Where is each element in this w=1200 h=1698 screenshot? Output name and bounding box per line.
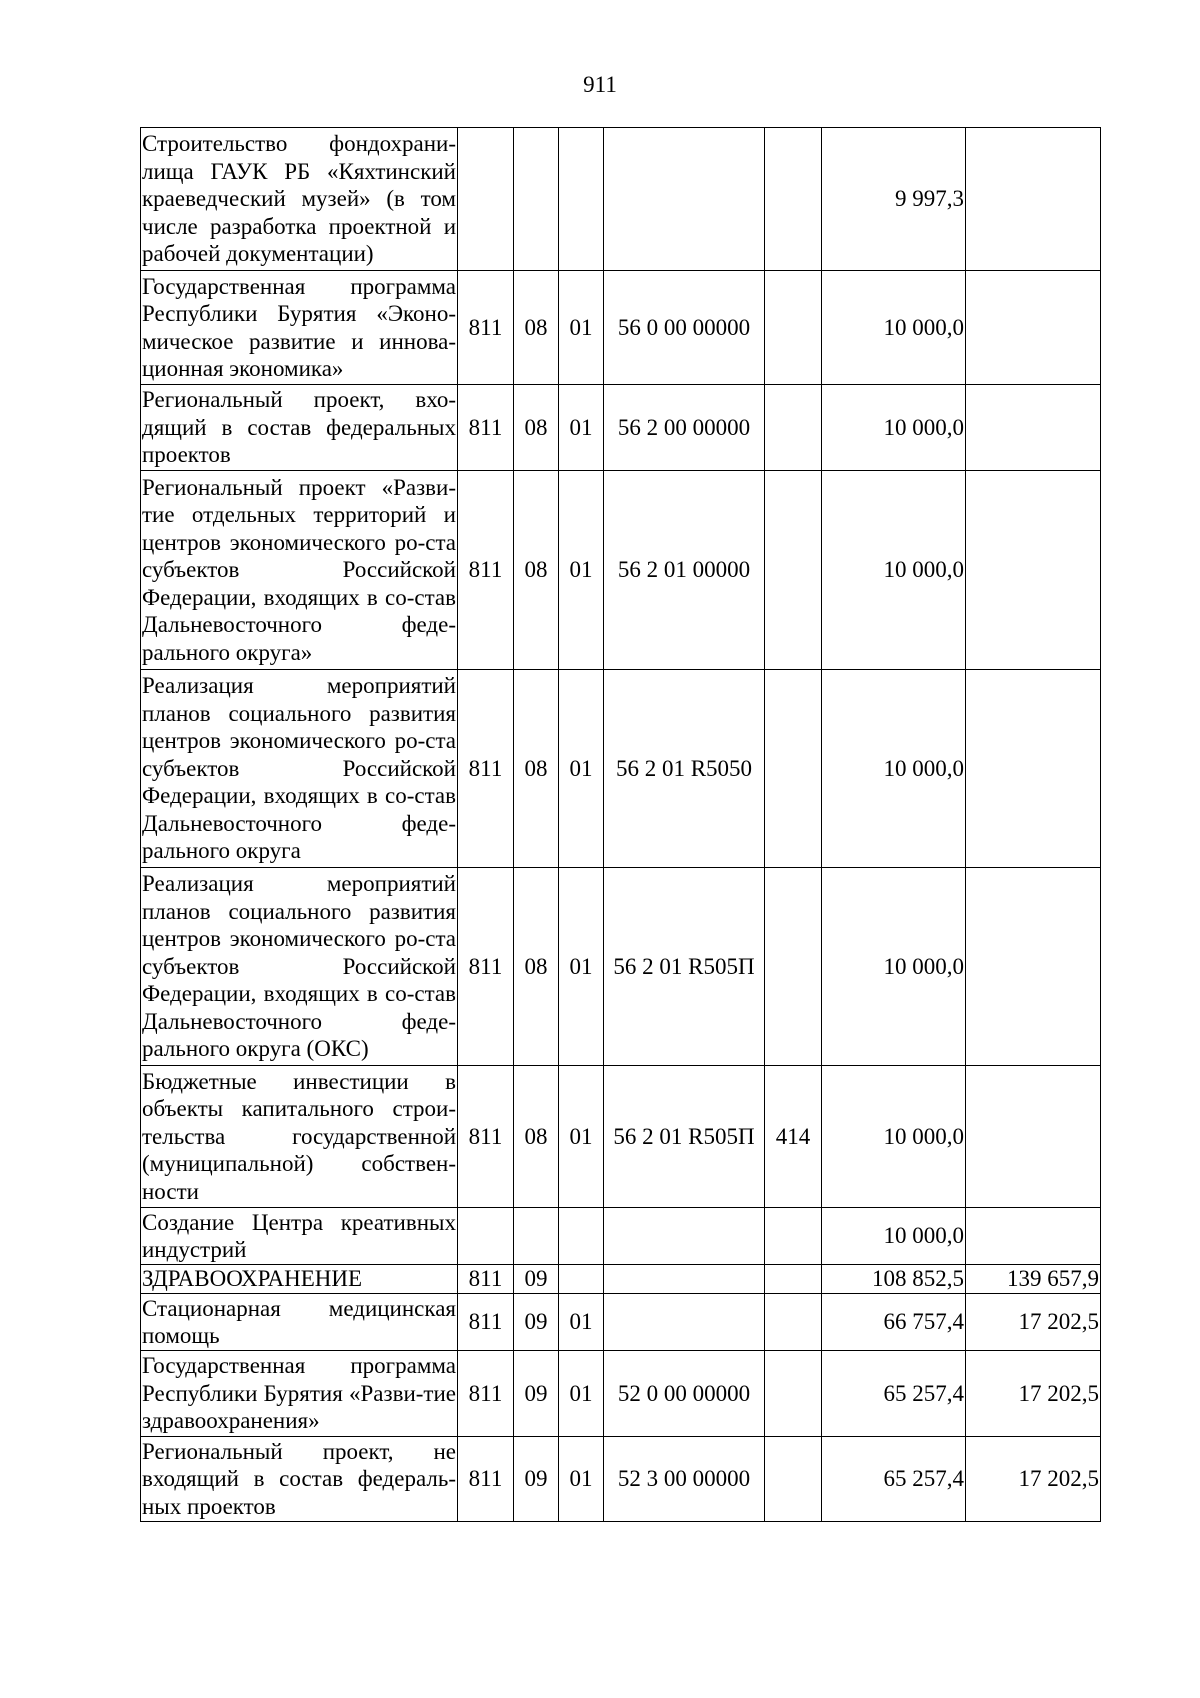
subsection-code: 01 bbox=[559, 385, 604, 471]
row-name: Региональный проект, вхо-дящий в состав федеральных проектов bbox=[141, 385, 458, 471]
grbs-code: 811 bbox=[458, 271, 514, 385]
table-row bbox=[141, 1208, 1101, 1265]
amount-year1: 65 257,4 bbox=[822, 1437, 966, 1522]
row-name: Государственная программа Республики Бурятия «Эконо-мическое развитие и иннова-ционная экономика» bbox=[141, 271, 458, 385]
table-row bbox=[141, 271, 1101, 385]
subsection-code: 01 bbox=[559, 1066, 604, 1208]
amount-year1: 10 000,0 bbox=[822, 271, 966, 385]
table-row bbox=[141, 670, 1101, 868]
grbs-code: 811 bbox=[458, 868, 514, 1066]
amount-year2: 17 202,5 bbox=[966, 1437, 1101, 1522]
table-row bbox=[141, 471, 1101, 670]
row-name: Реализация мероприятий планов социального развития центров экономического ро-ста субъектов Российской Федерации, входящих в со-став Дальневосточного феде-рального округа bbox=[141, 670, 458, 868]
section-code bbox=[514, 1208, 559, 1265]
amount-year1: 10 000,0 bbox=[822, 1208, 966, 1265]
subsection-code bbox=[559, 1265, 604, 1294]
subsection-code: 01 bbox=[559, 1437, 604, 1522]
row-name: Создание Центра креативных индустрий bbox=[141, 1208, 458, 1265]
subsection-code: 01 bbox=[559, 1351, 604, 1437]
subsection-code: 01 bbox=[559, 271, 604, 385]
section-code: 08 bbox=[514, 670, 559, 868]
budget-table bbox=[140, 127, 1101, 1522]
subsection-code bbox=[559, 128, 604, 271]
amount-year1: 10 000,0 bbox=[822, 1066, 966, 1208]
target-article-code: 52 3 00 00000 bbox=[604, 1437, 765, 1522]
expense-type-code bbox=[765, 1437, 822, 1522]
amount-year1: 10 000,0 bbox=[822, 670, 966, 868]
amount-year2 bbox=[966, 385, 1101, 471]
target-article-code bbox=[604, 1208, 765, 1265]
section-code: 09 bbox=[514, 1265, 559, 1294]
amount-year2: 139 657,9 bbox=[966, 1265, 1101, 1294]
amount-year2: 17 202,5 bbox=[966, 1294, 1101, 1351]
page-number: 911 bbox=[583, 72, 617, 97]
table-row bbox=[141, 1351, 1101, 1437]
section-code: 08 bbox=[514, 271, 559, 385]
target-article-code: 56 2 00 00000 bbox=[604, 385, 765, 471]
row-name: Строительство фондохрани-лища ГАУК РБ «Кяхтинский краеведческий музей» (в том числе разработка проектной и рабочей документации) bbox=[141, 128, 458, 271]
expense-type-code bbox=[765, 868, 822, 1066]
section-code: 08 bbox=[514, 471, 559, 670]
grbs-code: 811 bbox=[458, 670, 514, 868]
amount-year2 bbox=[966, 471, 1101, 670]
section-code: 09 bbox=[514, 1294, 559, 1351]
expense-type-code bbox=[765, 1208, 822, 1265]
grbs-code: 811 bbox=[458, 1294, 514, 1351]
amount-year2 bbox=[966, 271, 1101, 385]
section-code: 09 bbox=[514, 1351, 559, 1437]
amount-year2 bbox=[966, 1208, 1101, 1265]
subsection-code: 01 bbox=[559, 471, 604, 670]
row-name: Стационарная медицинская помощь bbox=[141, 1294, 458, 1351]
amount-year1: 10 000,0 bbox=[822, 868, 966, 1066]
expense-type-code bbox=[765, 385, 822, 471]
table-row bbox=[141, 1265, 1101, 1294]
grbs-code: 811 bbox=[458, 1351, 514, 1437]
grbs-code: 811 bbox=[458, 1265, 514, 1294]
target-article-code bbox=[604, 1265, 765, 1294]
amount-year1: 10 000,0 bbox=[822, 385, 966, 471]
expense-type-code bbox=[765, 471, 822, 670]
row-name: Реализация мероприятий планов социального развития центров экономического ро-ста субъектов Российской Федерации, входящих в со-став Дальневосточного феде-рального округа (ОКС) bbox=[141, 868, 458, 1066]
expense-type-code bbox=[765, 670, 822, 868]
grbs-code: 811 bbox=[458, 385, 514, 471]
table-row bbox=[141, 128, 1101, 271]
target-article-code: 52 0 00 00000 bbox=[604, 1351, 765, 1437]
target-article-code: 56 2 01 00000 bbox=[604, 471, 765, 670]
section-code: 08 bbox=[514, 385, 559, 471]
grbs-code bbox=[458, 128, 514, 271]
section-code bbox=[514, 128, 559, 271]
amount-year1: 9 997,3 bbox=[822, 128, 966, 271]
target-article-code bbox=[604, 128, 765, 271]
target-article-code: 56 2 01 R505П bbox=[604, 1066, 765, 1208]
grbs-code: 811 bbox=[458, 471, 514, 670]
row-name: Государственная программа Республики Бурятия «Разви-тие здравоохранения» bbox=[141, 1351, 458, 1437]
row-name: Региональный проект «Разви-тие отдельных территорий и центров экономического ро-ста субъектов Российской Федерации, входящих в со-став Дальневосточного феде-рального округа» bbox=[141, 471, 458, 670]
row-name: Бюджетные инвестиции в объекты капитального строи-тельства государственной (муниципальной) собствен-ности bbox=[141, 1066, 458, 1208]
section-code: 08 bbox=[514, 1066, 559, 1208]
amount-year1: 65 257,4 bbox=[822, 1351, 966, 1437]
section-code: 08 bbox=[514, 868, 559, 1066]
amount-year2 bbox=[966, 128, 1101, 271]
row-name: Региональный проект, не входящий в состав федераль-ных проектов bbox=[141, 1437, 458, 1522]
table-row bbox=[141, 1066, 1101, 1208]
section-code: 09 bbox=[514, 1437, 559, 1522]
amount-year2: 17 202,5 bbox=[966, 1351, 1101, 1437]
expense-type-code bbox=[765, 128, 822, 271]
grbs-code: 811 bbox=[458, 1066, 514, 1208]
table-row bbox=[141, 1437, 1101, 1522]
expense-type-code: 414 bbox=[765, 1066, 822, 1208]
target-article-code: 56 2 01 R5050 bbox=[604, 670, 765, 868]
expense-type-code bbox=[765, 1294, 822, 1351]
target-article-code: 56 2 01 R505П bbox=[604, 868, 765, 1066]
expense-type-code bbox=[765, 1351, 822, 1437]
amount-year2 bbox=[966, 1066, 1101, 1208]
target-article-code bbox=[604, 1294, 765, 1351]
table-row bbox=[141, 868, 1101, 1066]
table-row bbox=[141, 1294, 1101, 1351]
amount-year2 bbox=[966, 670, 1101, 868]
expense-type-code bbox=[765, 271, 822, 385]
amount-year1: 66 757,4 bbox=[822, 1294, 966, 1351]
amount-year1: 10 000,0 bbox=[822, 471, 966, 670]
subsection-code bbox=[559, 1208, 604, 1265]
grbs-code bbox=[458, 1208, 514, 1265]
target-article-code: 56 0 00 00000 bbox=[604, 271, 765, 385]
row-name: ЗДРАВООХРАНЕНИЕ bbox=[141, 1265, 458, 1294]
subsection-code: 01 bbox=[559, 670, 604, 868]
subsection-code: 01 bbox=[559, 868, 604, 1066]
table-row bbox=[141, 385, 1101, 471]
expense-type-code bbox=[765, 1265, 822, 1294]
amount-year1: 108 852,5 bbox=[822, 1265, 966, 1294]
grbs-code: 811 bbox=[458, 1437, 514, 1522]
amount-year2 bbox=[966, 868, 1101, 1066]
subsection-code: 01 bbox=[559, 1294, 604, 1351]
